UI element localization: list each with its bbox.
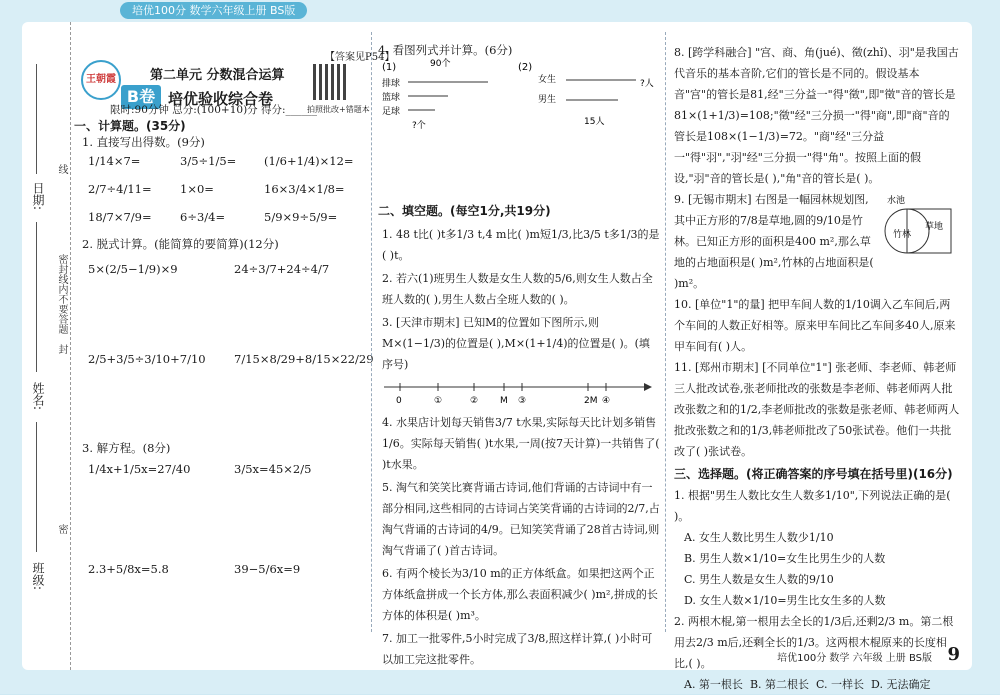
cut-mark-1: 线 [56, 164, 67, 174]
diagram-2-label: (2) [518, 62, 533, 73]
number-line-label: M [500, 396, 508, 405]
number-line-label: ③ [518, 396, 527, 405]
fill-q5: 5. 淘气和笑笑比赛背诵古诗词,他们背诵的古诗词中有一部分相同,这些相同的古诗词占笑笑背诵的古诗词的2/7,占淘气背诵的古诗词的4/9。已知笑笑背诵了28首古诗词,则淘气背诵了( )首古诗词。 [382, 481, 660, 557]
fill-q11: 11. [郑州市期末] [不同单位"1"] 张老师、李老师、韩老师三人批改试卷,张老师批改的张数是李老师、韩老师两人批改张数之和的1/2,李老师批改的张数是张老师、韩老师两人批改张数之和的1/3,韩老师批改了50张试卷。他们一共批改了( )张试卷。 [674, 361, 960, 458]
diagram-2-boys: 男生 [538, 95, 557, 105]
choice-q2-option[interactable]: D. 无法确定 [871, 678, 931, 691]
q1-item: 18/7×7/9= [88, 210, 152, 224]
choice-q2-option[interactable]: C. 一样长 [816, 678, 865, 691]
q1-item: 1/14×7= [88, 154, 141, 168]
q2-item: 24÷3/7+24÷4/7 [234, 262, 330, 276]
choice-q2: 2. 两根木棍,第一根用去全长的1/3后,还剩2/3 m。第二根用去2/3 m后,还剩全长的1/3。这两根木棍原来的长度相比,( )。 [674, 615, 954, 670]
brand-logo [81, 60, 121, 100]
q1-item: 5/9×9÷5/9= [264, 210, 338, 224]
qr-caption: 拍照批改+错题本 [307, 105, 370, 114]
fill-q2: 2. 若六(1)班男生人数是女生人数的5/6,则女生人数占全班人数的( ),男生人数占全班人数的( )。 [382, 272, 653, 306]
paper-title: 培优验收综合卷 [168, 90, 274, 108]
logo-text: 王朝霞 [86, 74, 116, 85]
time-score-line: 限时:90分钟 总分:(100+10)分 得分:______ [110, 104, 318, 116]
figure-bamboo: 竹林 [893, 230, 912, 240]
choice-q2-option[interactable]: A. 第一根长 [684, 678, 743, 691]
q4-prompt: 4. 看图列式并计算。(6分) [378, 43, 513, 57]
choice-q2-options [674, 674, 960, 695]
fill-q10: 10. [单位"1"的量] 把甲车间人数的1/10调入乙车间后,两个车间的人数正好相等。原来甲车间比乙车间多40人,原来甲车间有( )人。 [674, 298, 956, 353]
number-line-label: ① [434, 396, 443, 405]
figure-water: 水池 [887, 196, 906, 206]
diagram-1-total: 90个 [430, 59, 451, 69]
fill-q1: 1. 48 t比( )t多1/3 t,4 m比( )m短1/3,比3/5 t多1/3的是( )t。 [382, 228, 660, 262]
garden-figure [879, 191, 959, 261]
q1-item: (1/6+1/4)×12= [264, 154, 354, 168]
q3-item: 3/5x=45×2/5 [234, 462, 312, 476]
q1-item: 6÷3/4= [180, 210, 226, 224]
class-label: 班级: [31, 562, 45, 591]
date-line [36, 64, 37, 174]
unit-title: 第二单元 分数混合运算 [150, 68, 285, 83]
fill-q6: 6. 有两个棱长为3/10 m的正方体纸盒。如果把这两个正方体纸盒拼成一个长方体,那么表面积减少( )m²,拼成的长方体的体积是( )m³。 [382, 567, 658, 622]
section-2-heading: 二、填空题。(每空1分,共19分) [378, 204, 551, 218]
name-line [36, 222, 37, 372]
q3-item: 2.3+5/8x=5.8 [88, 562, 169, 576]
q2-prompt: 2. 脱式计算。(能简算的要简算)(12分) [82, 237, 279, 251]
section-1-heading: 一、计算题。(35分) [74, 119, 186, 133]
choice-q1: 1. 根据"男生人数比女生人数多1/10",下列说法正确的是( )。 [674, 489, 951, 523]
diagram-1-row2: 篮球 [382, 93, 401, 103]
number-line-label: ④ [602, 396, 611, 405]
volume-badge: B卷 [121, 85, 161, 109]
top-bar [0, 0, 1000, 22]
seal-notice: 密封线内不要答题 [56, 254, 67, 334]
page-number: 9 [947, 644, 960, 665]
fill-q8: 8. [跨学科融合] "宫、商、角(jué)、徵(zhǐ)、羽"是我国古代音乐的基本音阶,它们的管长是不同的。假设基本音"宫"的管长是81,经"三分益一"得"徵",即"徵"音的管长是81×(1+1/3)=108;"徵"经"三分损一"得"商",即"商"音的管长是108×(1−1/3)=72。"商"经"三分益一"得"羽","羽"经"三分损一"得"角"。按照上面的假设,"羽"音的管长是( ),"角"音的管长是( )。 [674, 46, 959, 185]
q1-item: 2/7÷4/11= [88, 182, 152, 196]
choice-q1-option[interactable]: A. 女生人数比男生人数少1/10 [684, 531, 834, 544]
column-divider [665, 32, 666, 632]
figure-grass: 草地 [925, 222, 944, 232]
choice-q2-option[interactable]: B. 第二根长 [749, 678, 810, 691]
date-label: 日期: [31, 182, 45, 211]
cut-mark-3: 密 [56, 524, 67, 534]
sheet [22, 22, 972, 691]
q3-prompt: 3. 解方程。(8分) [82, 441, 171, 455]
binding-margin [22, 22, 71, 670]
cut-mark-2: 封 [56, 344, 67, 354]
q1-prompt: 1. 直接写出得数。(9分) [82, 135, 205, 149]
number-line-label: ② [470, 396, 479, 405]
fill-list-2 [674, 42, 960, 695]
q1-item: 16×3/4×1/8= [264, 182, 345, 196]
diagram-1-row1: 排球 [382, 79, 401, 89]
choice-q1-option[interactable]: D. 女生人数×1/10=男生比女生多的人数 [684, 594, 886, 607]
fill-list [382, 224, 660, 670]
qr-code-icon[interactable] [313, 64, 349, 100]
fill-q3: 3. [天津市期末] 已知M的位置如下图所示,则M×(1−1/3)的位置是( ),M×(1+1/4)的位置是( )。(填序号) [382, 316, 650, 371]
diagram-1-label: (1) [382, 62, 397, 73]
number-line-label: 2M [584, 396, 598, 405]
q2-item: 2/5+3/5÷3/10+7/10 [88, 352, 206, 366]
column-divider [371, 32, 372, 632]
number-line-label: 0 [396, 396, 402, 405]
fill-q9-wrap [674, 189, 960, 294]
q1-item: 1×0= [180, 182, 214, 196]
fill-q4: 4. 水果店计划每天销售3/7 t水果,实际每天比计划多销售1/6。实际每天销售( )t水果,一周(按7天计算)一共销售了( )t水果。 [382, 416, 660, 471]
q3-item: 39−5/6x=9 [234, 562, 301, 576]
diagram-1-row3: 足球 [382, 107, 401, 117]
q1-item: 3/5÷1/5= [180, 154, 237, 168]
diagram-2-diff: 15人 [584, 117, 605, 127]
section-3-heading: 三、选择题。(将正确答案的序号填在括号里)(16分) [674, 467, 953, 481]
choice-q1-option[interactable]: C. 男生人数是女生人数的9/10 [684, 573, 834, 586]
number-line [382, 375, 652, 405]
name-label: 姓名: [31, 382, 45, 411]
answer-ref: 【答案见P54】 [325, 52, 395, 63]
q2-item: 7/15×8/29+8/15×22/29 [234, 352, 374, 366]
number-line-ticks [396, 383, 610, 405]
fill-q9: 9. [无锡市期末] 右图是一幅园林规划图,其中正方形的7/8是草地,圆的9/10是竹林。已知正方形的面积是400 m²,那么草地的占地面积是( )m²,竹林的占地面积是( )m²。 [674, 193, 874, 290]
diagram-2-question: ?人 [640, 79, 654, 89]
diagram-2-girls: 女生 [538, 75, 557, 85]
footer-text: 培优100分 数学 六年级 上册 BS版 [777, 653, 932, 664]
class-line [36, 422, 37, 552]
fill-q7: 7. 加工一批零件,5小时完成了3/8,照这样计算,( )小时可以加工完这批零件。 [382, 632, 653, 666]
choice-q1-option[interactable]: B. 男生人数×1/10=女生比男生少的人数 [684, 552, 886, 565]
q3-item: 1/4x+1/5x=27/40 [88, 462, 191, 476]
q2-item: 5×(2/5−1/9)×9 [88, 262, 178, 276]
bar-diagrams [378, 58, 658, 130]
diagram-1-question: ?个 [412, 121, 426, 130]
series-pill: 培优100分 数学六年级上册 BS版 [120, 2, 307, 19]
